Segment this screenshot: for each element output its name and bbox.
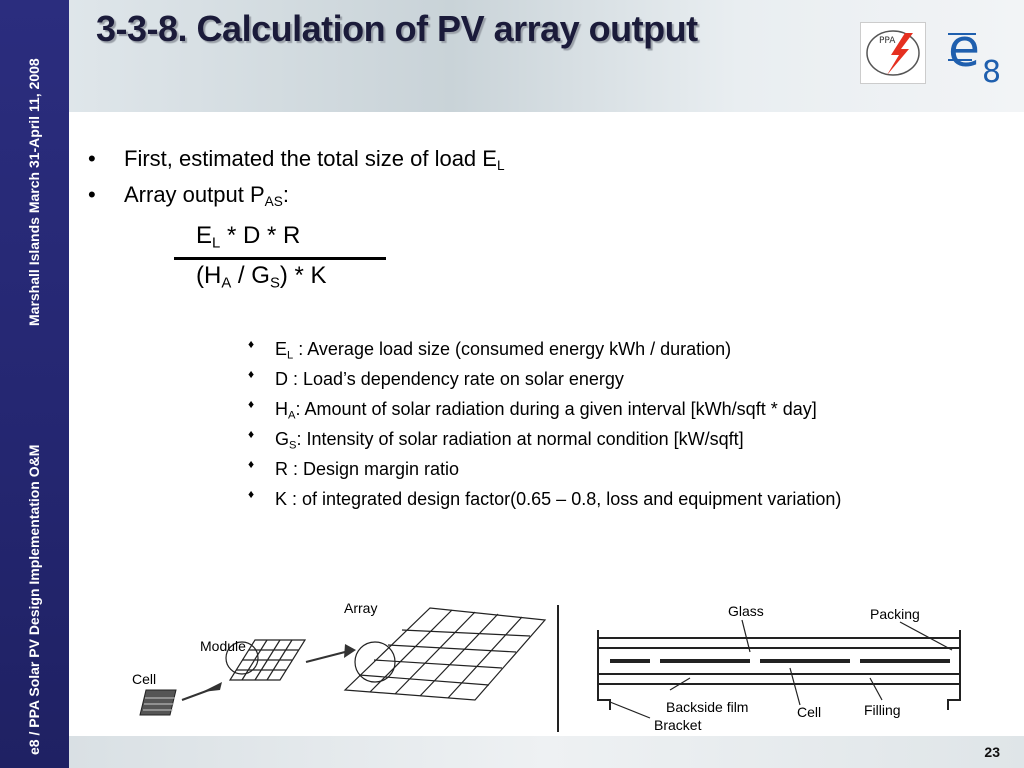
cross-section-drawing (598, 620, 960, 718)
def-text: : Average load size (consumed energy kWh / duration) (293, 339, 732, 359)
label-cell-right: Cell (797, 704, 822, 720)
svg-text:8: 8 (982, 55, 1002, 88)
formula-sub-s: S (269, 275, 280, 292)
definition-item (248, 486, 978, 542)
footer-band (69, 736, 1024, 768)
def-var: E (275, 339, 288, 359)
fraction-bar (174, 257, 386, 260)
array-drawing (345, 608, 545, 700)
page-number: 23 (984, 744, 1000, 760)
def-var: D (275, 369, 288, 389)
cell-drawing (140, 690, 176, 715)
e8-logo (942, 16, 1008, 88)
formula-numerator (196, 222, 300, 251)
definition-item (248, 336, 978, 366)
definition-item (248, 396, 978, 426)
label-array: Array (344, 600, 378, 616)
formula-paren-open: ( (196, 262, 204, 289)
formula-var-g: G (251, 262, 270, 289)
bullet-subscript: AS (264, 194, 283, 210)
sidebar (0, 0, 69, 768)
ppa-logo-icon (861, 23, 925, 83)
def-sub: A (288, 409, 296, 422)
diamond-bullet-icon: ♦ (248, 367, 255, 381)
bullet-colon: : (282, 182, 289, 207)
ppa-logo-text: PPA (879, 36, 896, 46)
def-var: K (275, 489, 288, 509)
event-date-label: Marshall Islands March 31-April 11, 2008 (26, 58, 42, 326)
def-text: : Intensity of solar radiation at normal condition [kW/sqft] (296, 429, 744, 449)
bullet-dot-icon: • (88, 182, 96, 207)
def-text: : of integrated design factor(0.65 – 0.8, loss and equipment variation) (287, 489, 842, 509)
label-filling: Filling (864, 702, 901, 718)
slide-title: 3-3-8. Calculation of PV array output (96, 8, 698, 49)
diamond-bullet-icon: ♦ (248, 487, 255, 501)
diamond-bullet-icon: ♦ (248, 427, 255, 441)
course-title-label: e8 / PPA Solar PV Design Implementation O&M (26, 444, 42, 755)
formula-sub-l: L (212, 235, 221, 252)
def-text: : Amount of solar radiation during a given interval [kWh/sqft * day] (295, 399, 817, 419)
formula-num-rest: * D * R (220, 222, 301, 249)
diamond-bullet-icon: ♦ (248, 337, 255, 351)
formula-paren-close-k: ) * K (279, 262, 327, 289)
diamond-bullet-icon: ♦ (248, 457, 255, 471)
formula-sub-a: A (221, 275, 232, 292)
diamond-bullet-icon: ♦ (248, 397, 255, 411)
def-text: : Load’s dependency rate on solar energy (288, 369, 624, 389)
formula-denominator (196, 262, 327, 291)
def-var: R (275, 459, 288, 479)
label-cell-left: Cell (132, 671, 157, 687)
definition-item (248, 456, 978, 486)
def-var: H (275, 399, 288, 419)
e8-logo-icon (942, 16, 1008, 88)
formula-var-h: H (204, 262, 222, 289)
definition-item (248, 366, 978, 396)
svg-text:e: e (948, 19, 980, 79)
label-module: Module (200, 638, 246, 654)
label-backside-film: Backside film (666, 699, 749, 715)
label-packing: Packing (870, 606, 920, 622)
def-var: G (275, 429, 290, 449)
bullet-subscript: L (496, 158, 505, 174)
label-bracket: Bracket (654, 717, 702, 733)
bullet-dot-icon: • (88, 146, 96, 171)
pv-structure-figure (130, 600, 990, 735)
label-glass: Glass (728, 603, 764, 619)
bullet-text: Array output P (124, 182, 265, 207)
formula-slash: / (231, 262, 252, 289)
formula-var-e: E (196, 222, 213, 249)
def-sub: L (287, 349, 294, 362)
ppa-logo (860, 22, 926, 84)
definition-item (248, 426, 978, 456)
bullet-text: First, estimated the total size of load E (124, 146, 497, 171)
pv-diagram-graphic (130, 600, 990, 735)
def-text: : Design margin ratio (288, 459, 460, 479)
def-sub: S (289, 439, 297, 452)
